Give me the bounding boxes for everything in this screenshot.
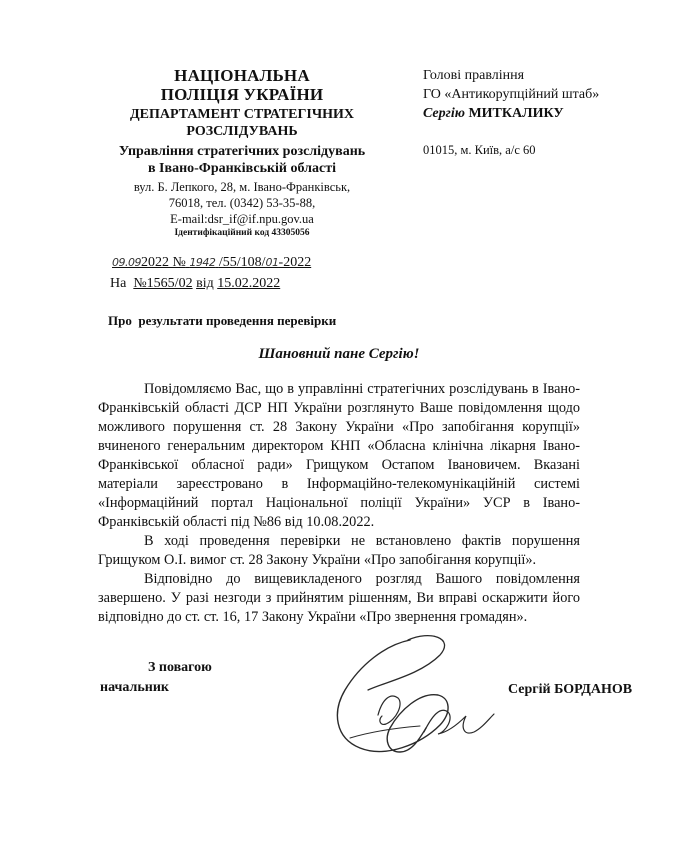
sender-address-line2: 76018, тел. (0342) 53-35-88, (168, 196, 316, 210)
subject-label: Про (108, 313, 132, 328)
reference-line (110, 275, 280, 292)
subject-text: результати проведення перевірки (138, 313, 337, 328)
body-paragraph-2: В ході проведення перевірки не встановлено фактів порушення Грищуком О.І. вимог ст. 28 Закону України «Про запобігання корупції». (98, 533, 580, 568)
sender-id-code: Ідентифікаційний код 43305056 (174, 228, 310, 238)
date-handwritten: 09.09 (112, 256, 141, 269)
recipient-name (423, 104, 653, 123)
dept-name-line2: РОЗСЛІДУВАНЬ (186, 124, 298, 139)
reference-number: №1565/02 (133, 276, 193, 291)
reference-label: На (110, 276, 127, 291)
recipient-block (423, 66, 653, 160)
body-paragraph-1: Повідомляємо Вас, що в управлінні стратегічних розслідувань в Івано-Франківській області ДСР НП України розглянуто Ваше повідомлення щодо можливого порушення ст. 28 Закону України «Про запобігання корупції» вчиненого генеральним директором КНП «Обласна клінічна лікарня Івано-Франківської обласної ради» Грищуком Остапом Івановичем. Вказані матеріали зареєстровано в Інформаційно-телекомунікаційній системі «Інформаційний портал Національної поліції України» УСР в Івано-Франківській області під №86 від 10.08.2022. (98, 381, 580, 530)
sender-address-line1: вул. Б. Лепкого, 28, м. Івано-Франківськ, (133, 180, 351, 194)
signatory-name: Сергій БОРДАНОВ (508, 682, 633, 697)
unit-name-line1: Управління стратегічних розслідувань (118, 144, 366, 159)
letter-body (98, 380, 580, 627)
unit-name-line2: в Івано-Франківській області (148, 161, 336, 176)
subject-line (108, 313, 336, 329)
reference-date: 15.02.2022 (217, 276, 281, 291)
recipient-address: 01015, м. Київ, а/с 60 (423, 143, 536, 157)
date-printed: 2022 № (141, 255, 186, 270)
handwritten-signature (290, 620, 505, 770)
number-end: -2022 (278, 255, 312, 270)
recipient-line2: ГО «Антикорупційний штаб» (423, 87, 600, 102)
recipient-last-name: МИТКАЛИКУ (468, 106, 564, 121)
sender-block (92, 66, 392, 239)
org-name-line1: НАЦІОНАЛЬНА (174, 66, 310, 85)
number-printed: /55/108/ (218, 255, 266, 270)
body-paragraph-3: Відповідно до вищевикладеного розгляд Вашого повідомлення завершено. У разі незгоди з прийнятим рішенням, Ви вправі оскаржити його відповідно до ст. ст. 16, 17 Закону України «Про звернення громадян». (98, 571, 580, 625)
recipient-line1: Голові правління (423, 68, 525, 83)
reference-from: від (196, 276, 214, 291)
number-suffix-handwritten: 01 (265, 256, 279, 269)
dept-name-line1: ДЕПАРТАМЕНТ СТРАТЕГІЧНИХ (129, 107, 354, 122)
org-name-line2: ПОЛІЦІЯ УКРАЇНИ (160, 85, 324, 104)
closing-position: начальник (100, 680, 169, 695)
closing-regards: З повагою (148, 660, 212, 675)
greeting: Шановний пане Сергію! (258, 346, 420, 362)
recipient-first-name: Сергію (423, 106, 465, 121)
number-handwritten: 1942 (189, 256, 216, 269)
closing-block (100, 658, 212, 698)
sender-email: E-mail:dsr_if@if.npu.gov.ua (170, 212, 314, 226)
outgoing-number-line (112, 254, 311, 271)
